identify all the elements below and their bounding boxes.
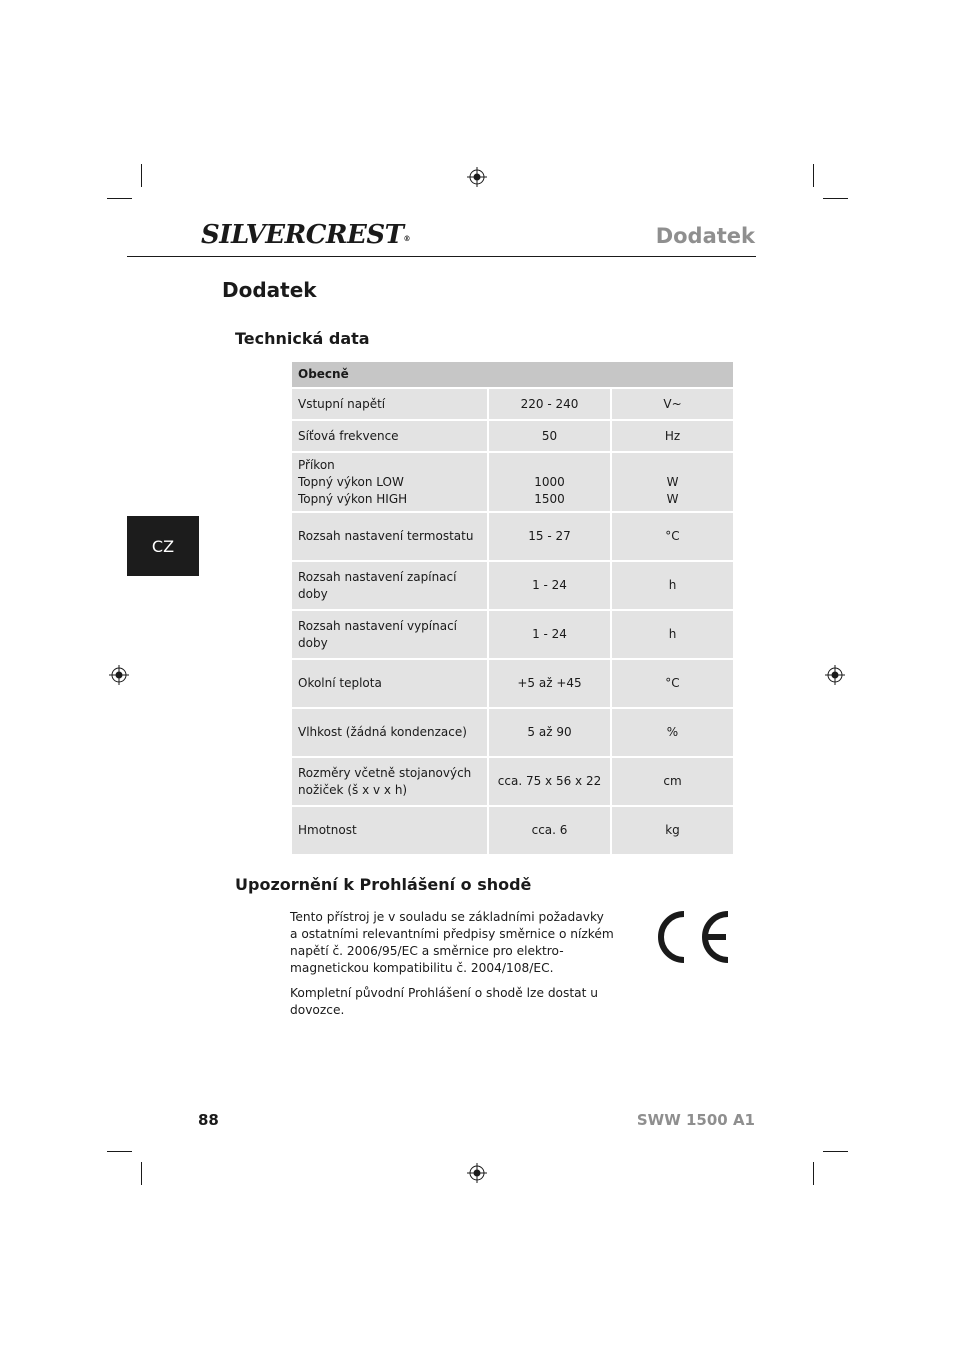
registration-mark-icon <box>467 1163 487 1183</box>
header-divider <box>127 256 756 257</box>
spec-label-line: Topný výkon LOW <box>298 474 404 489</box>
spec-label-line: Příkon <box>298 457 335 472</box>
page-title: Dodatek <box>222 278 317 302</box>
spec-unit-line: h <box>668 627 677 641</box>
spec-value-line: 1500 <box>534 491 565 506</box>
spec-value-line: cca. 6 <box>531 823 568 837</box>
spec-label-cell <box>291 610 488 659</box>
spec-value-line: cca. 75 x 56 x 22 <box>497 774 602 788</box>
spec-label-line: Síťová frekvence <box>298 428 399 443</box>
spec-label-cell <box>291 512 488 561</box>
header-section-title: Dodatek <box>655 224 755 248</box>
spec-label-line: Rozsah nastavení vypínací doby <box>298 618 458 650</box>
crop-mark <box>107 198 132 199</box>
conformity-line: Tento přístroj je v souladu se základními požadavky <box>290 910 604 924</box>
spec-unit-cell <box>611 452 734 512</box>
spec-value-cell <box>488 610 611 659</box>
spec-unit-cell <box>611 420 734 452</box>
spec-unit-line: cm <box>663 774 682 788</box>
crop-mark <box>141 1162 142 1185</box>
spec-label-line: Rozsah nastavení termostatu <box>298 529 474 543</box>
table-row <box>291 610 734 659</box>
table-header-cell: Obecně <box>291 361 734 388</box>
spec-value-cell <box>488 452 611 512</box>
spec-label-line: nožiček (š x v x h) <box>298 782 408 797</box>
tech-data-heading: Technická data <box>235 329 370 348</box>
crop-mark <box>823 198 848 199</box>
spec-unit-line <box>618 457 727 474</box>
crop-mark <box>107 1151 132 1152</box>
spec-unit-line: kg <box>665 823 680 837</box>
conformity-heading: Upozornění k Prohlášení o shodě <box>235 875 532 894</box>
spec-value-line: 5 až 90 <box>527 725 572 739</box>
spec-unit-cell <box>611 610 734 659</box>
spec-label-line: Rozsah nastavení zapínací doby <box>298 569 457 601</box>
spec-unit-cell <box>611 659 734 708</box>
table-row <box>291 452 734 512</box>
spec-label-cell <box>291 452 488 512</box>
spec-unit-line: V~ <box>663 396 682 411</box>
table-row <box>291 512 734 561</box>
spec-value-cell <box>488 806 611 855</box>
spec-value-line: 15 - 27 <box>528 529 571 543</box>
brand-logo: SILVERCREST® <box>201 220 410 250</box>
spec-unit-line: W <box>666 491 679 506</box>
table-row <box>291 708 734 757</box>
table-row <box>291 561 734 610</box>
conformity-text <box>290 909 630 977</box>
spec-value-line: +5 až +45 <box>517 676 582 690</box>
spec-value-line: 1000 <box>534 474 565 489</box>
ce-mark-icon <box>656 908 734 966</box>
spec-unit-cell <box>611 757 734 806</box>
spec-label-cell <box>291 806 488 855</box>
spec-value-cell <box>488 388 611 420</box>
spec-label-cell <box>291 561 488 610</box>
table-row <box>291 806 734 855</box>
crop-mark <box>813 164 814 187</box>
spec-label-cell <box>291 388 488 420</box>
spec-unit-cell <box>611 388 734 420</box>
spec-value-cell <box>488 757 611 806</box>
spec-value-line <box>495 457 604 474</box>
spec-value-line: 50 <box>541 428 558 443</box>
spec-label-line: Okolní teplota <box>298 676 382 690</box>
table-row <box>291 388 734 420</box>
registration-mark-icon <box>109 665 129 685</box>
spec-unit-line: h <box>668 578 677 592</box>
table-row <box>291 420 734 452</box>
spec-unit-line: °C <box>665 529 680 543</box>
spec-label-line: Vstupní napětí <box>298 396 386 411</box>
spec-value-cell <box>488 708 611 757</box>
crop-mark <box>141 164 142 187</box>
model-number: SWW 1500 A1 <box>636 1111 755 1129</box>
table-row <box>291 659 734 708</box>
spec-label-line: Vlhkost (žádná kondenzace) <box>298 725 467 739</box>
spec-unit-line: °C <box>665 676 680 690</box>
page-number: 88 <box>198 1111 219 1129</box>
table-header-row <box>291 361 734 388</box>
spec-unit-cell <box>611 512 734 561</box>
spec-label-line: Hmotnost <box>298 823 357 837</box>
registration-mark-icon <box>467 167 487 187</box>
crop-mark <box>823 1151 848 1152</box>
spec-value-line: 220 - 240 <box>520 396 579 411</box>
spec-label-cell <box>291 420 488 452</box>
spec-unit-line: % <box>666 725 679 739</box>
conformity-line: napětí č. 2006/95/EC a směrnice pro elektro- <box>290 944 564 958</box>
spec-unit-line: Hz <box>664 428 681 443</box>
spec-value-line: 1 - 24 <box>532 578 567 592</box>
conformity-note: Kompletní původní Prohlášení o shodě lze dostat u dovozce. <box>290 986 598 1017</box>
conformity-line: a ostatními relevantními předpisy směrnice o nízkém <box>290 927 614 941</box>
table-row <box>291 757 734 806</box>
spec-unit-cell <box>611 561 734 610</box>
spec-value-cell <box>488 512 611 561</box>
spec-label-line: Topný výkon HIGH <box>298 491 408 506</box>
spec-label-cell <box>291 708 488 757</box>
spec-unit-line: W <box>666 474 679 489</box>
spec-unit-cell <box>611 806 734 855</box>
crop-mark <box>813 1162 814 1185</box>
registration-mark-icon <box>825 665 845 685</box>
tech-data-table <box>290 360 735 856</box>
spec-value-cell <box>488 659 611 708</box>
spec-value-line: 1 - 24 <box>532 627 567 641</box>
spec-label-cell <box>291 659 488 708</box>
spec-value-cell <box>488 420 611 452</box>
conformity-line: magnetickou kompatibilitu č. 2004/108/EC. <box>290 961 554 975</box>
language-tab: CZ <box>127 516 199 576</box>
spec-value-cell <box>488 561 611 610</box>
spec-label-cell <box>291 757 488 806</box>
spec-unit-cell <box>611 708 734 757</box>
spec-label-line: Rozměry včetně stojanových <box>298 765 472 780</box>
